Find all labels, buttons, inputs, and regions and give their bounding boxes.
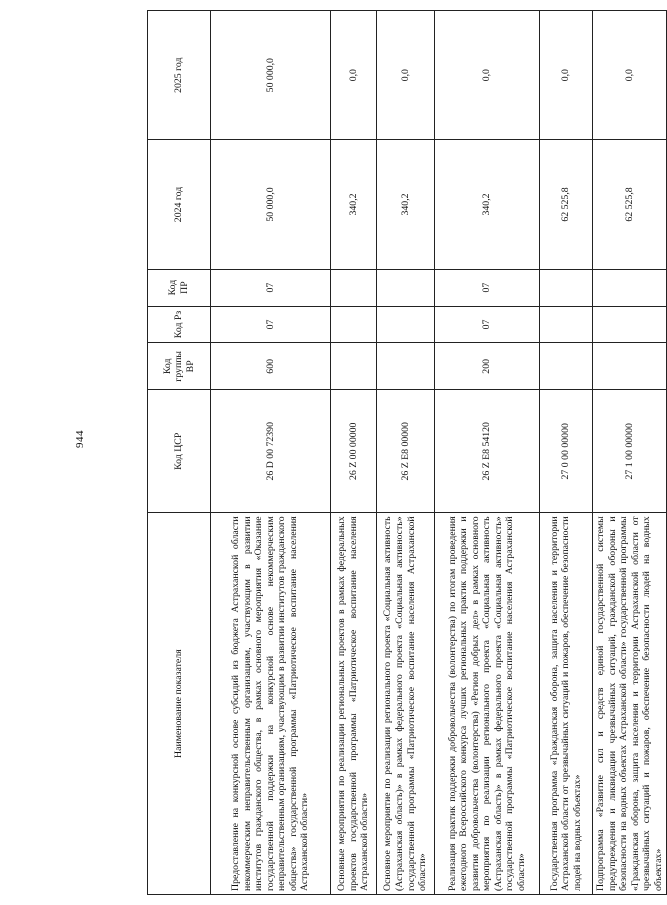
table-row [377, 11, 435, 895]
cell-pr: 07 [211, 269, 331, 306]
cell-name: Реализация практик поддержки добровольчества (волонтерства) по итогам проведения ежегодного Всероссийского конкурса лучших региональных практик поддержки и развития добровольчества (волонтерства) «Регион добрых дел» в рамках основного мероприятия по реализации регионального проекта «Социальная активность (Астраханская область)» в рамках федерального проекта «Социальная активность» государственной программы «Патриотическое воспитание населения Астраханской области» [435, 513, 540, 895]
cell-csr: 26 Z 00 00000 [331, 390, 377, 513]
cell-name: Основные мероприятия по реализации региональных проектов в рамках федеральных проектов государственной программы «Патриотическое воспитание населения Астраханской области» [331, 513, 377, 895]
cell-2024: 340,2 [435, 140, 540, 269]
cell-2024: 340,2 [377, 140, 435, 269]
cell-vr [331, 343, 377, 390]
cell-2025: 0,0 [540, 11, 593, 140]
cell-2025: 0,0 [435, 11, 540, 140]
cell-name: Основное мероприятие по реализации регионального проекта «Социальная активность (Астраханская область)» в рамках федерального проекта «Социальная активность» государственной программы «Патриотическое воспитание населения Астраханской области» [377, 513, 435, 895]
header-2024: 2024 год [148, 140, 211, 269]
cell-rz [593, 306, 667, 343]
cell-vr: 600 [211, 343, 331, 390]
cell-pr: 07 [435, 269, 540, 306]
cell-vr [593, 343, 667, 390]
page-number: 944 [74, 430, 86, 448]
cell-csr: 27 1 00 00000 [593, 390, 667, 513]
table-row [331, 11, 377, 895]
cell-2024: 62 525,8 [593, 140, 667, 269]
cell-pr [377, 269, 435, 306]
rotated-table-area [147, 10, 664, 895]
cell-vr [377, 343, 435, 390]
cell-2025: 0,0 [593, 11, 667, 140]
cell-2025: 0,0 [331, 11, 377, 140]
cell-pr [540, 269, 593, 306]
cell-rz: 07 [211, 306, 331, 343]
cell-name: Государственная программа «Гражданская оборона, защита населения и территории Астраханской области от чрезвычайных ситуаций и пожаров, обеспечение безопасности людей на водных объектах» [540, 513, 593, 895]
cell-csr: 26 D 00 72390 [211, 390, 331, 513]
cell-2025: 50 000,0 [211, 11, 331, 140]
cell-name: Подпрограмма «Развитие сил и средств единой государственной системы предупреждения и ликвидации чрезвычайных ситуаций, гражданской обороны и безопасности на водных объектах Астраханской области» государственной программы «Гражданская оборона, защита населения и территории Астраханской области от чрезвычайных ситуаций и пожаров, обеспечение безопасности людей на водных объектах» [593, 513, 667, 895]
table-row [540, 11, 593, 895]
cell-csr: 26 Z E8 54120 [435, 390, 540, 513]
cell-csr: 27 0 00 00000 [540, 390, 593, 513]
table-row [211, 11, 331, 895]
cell-name: Предоставление на конкурсной основе субсидий из бюджета Астраханской области некоммерческим неправительственным организациям, участвующим в развитии институтов гражданского общества, в рамках основного мероприятия «Оказание государственной поддержки на конкурсной основе некоммерческим неправительственным организациям, участвующим в развитии институтов гражданского общества» государственной программы «Патриотическое воспитание населения Астраханской области» [211, 513, 331, 895]
header-name: Наименование показателя [148, 513, 211, 895]
cell-rz [331, 306, 377, 343]
budget-table-sheet [147, 10, 664, 895]
cell-2024: 62 525,8 [540, 140, 593, 269]
header-2025: 2025 год [148, 11, 211, 140]
cell-2024: 50 000,0 [211, 140, 331, 269]
cell-vr: 200 [435, 343, 540, 390]
table-row [593, 11, 667, 895]
cell-rz: 07 [435, 306, 540, 343]
cell-pr [593, 269, 667, 306]
header-pr: Код ПР [148, 269, 211, 306]
cell-2025: 0,0 [377, 11, 435, 140]
header-rz: Код Рз [148, 306, 211, 343]
cell-2024: 340,2 [331, 140, 377, 269]
cell-rz [540, 306, 593, 343]
cell-rz [377, 306, 435, 343]
cell-vr [540, 343, 593, 390]
table-header-row [148, 11, 211, 895]
header-csr: Код ЦСР [148, 390, 211, 513]
table-row [435, 11, 540, 895]
budget-table [147, 10, 667, 895]
cell-pr [331, 269, 377, 306]
header-vr: Код группы ВР [148, 343, 211, 390]
cell-csr: 26 Z E8 00000 [377, 390, 435, 513]
